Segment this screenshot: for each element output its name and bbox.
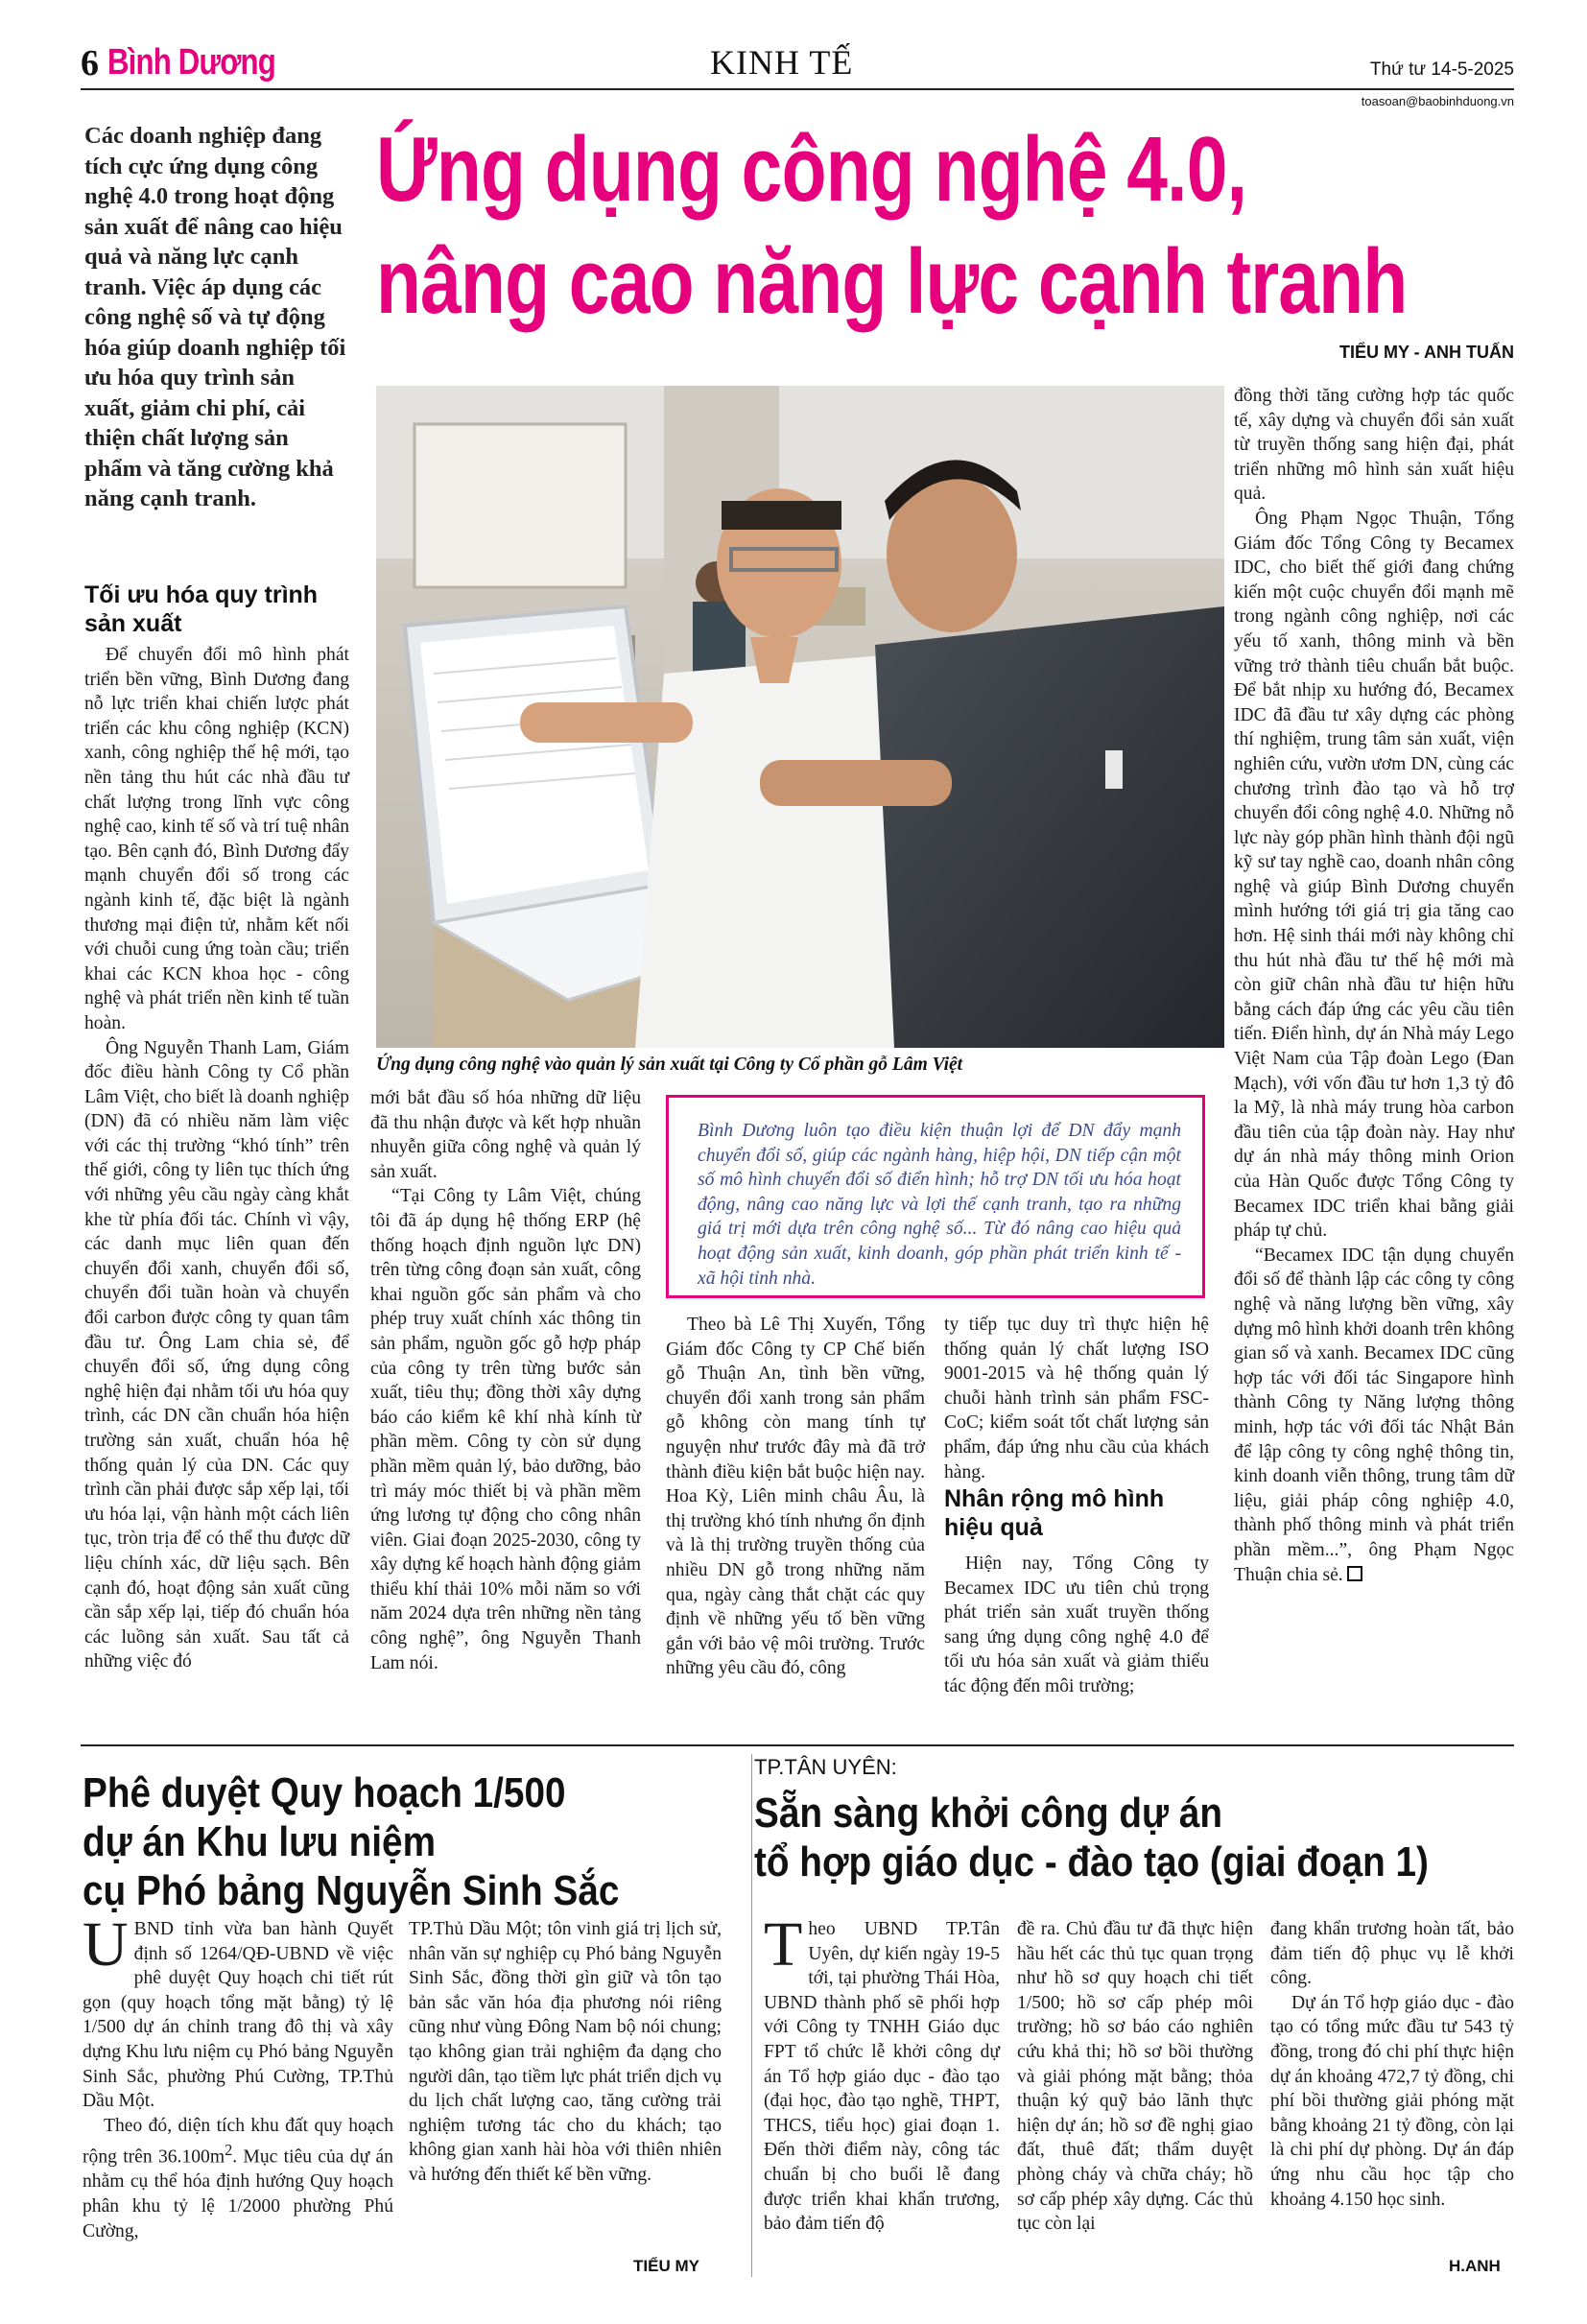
paragraph-text: . Mục tiêu của dự án nhằm cụ thể hóa định hướng Quy hoạch phân khu tỷ lệ 1/2000 phường Phú Cường,	[83, 2146, 393, 2241]
paragraph	[83, 2114, 393, 2244]
story-right-kicker: TP.TÂN UYÊN:	[754, 1755, 897, 1779]
story-right-title	[754, 1789, 1429, 1886]
story-right-column-3	[1270, 1917, 1514, 2212]
article-title-line-2: nâng cao năng lực cạnh tranh	[376, 230, 1408, 333]
paragraph: Ông Phạm Ngọc Thuận, Tổng Giám đốc Tổng Công ty Becamex IDC, cho biết thế giới đang chứng kiến một cuộc chuyển đổi mạnh mẽ trong ngành công nghiệp, nơi các yếu tố xanh, thông minh và bền vững trở thành tiêu chuẩn bắt buộc. Để bắt nhịp xu hướng đó, Becamex IDC đã đầu tư xây dựng các phòng thí nghiệm, trung tâm sản xuất, viện nghiên cứu, vườn ươm DN, cùng các chương trình đào tạo và hỗ trợ chuyển đổi công nghệ 4.0. Những nỗ lực này góp phần hình thành đội ngũ kỹ sư tay nghề cao, doanh nhân công nghệ và giúp Bình Dương chuyển mình hướng tới giá trị gia tăng cao hơn. Hệ sinh thái mới này không chỉ thu hút nhà đầu tư thế hệ mới mà còn giữ chân nhà đầu tư hiện hữu bằng cách đáp ứng các yêu cầu tiên tiến. Điển hình, dự án Nhà máy Lego Việt Nam của Tập đoàn Lego (Đan Mạch), với vốn đầu tư hơn 1,3 tỷ đô la Mỹ, là nhà máy trung hòa carbon đầu tiên của tập đoàn này. Hay như dự án nhà máy thông minh Orion của Hàn Quốc được Tổng Công ty Becamex IDC triển khai bằng giải pháp tự chủ.	[1234, 508, 1514, 1242]
paragraph: Theo bà Lê Thị Xuyến, Tổng Giám đốc Công ty CP Chế biến gỗ Thuận An, tình bền vững, chuyển đổi xanh trong sản phẩm gỗ không còn mang tính tự nguyện như trước đây mà đã trở thành điều kiện bắt buộc hiện nay. Hoa Kỳ, Liên minh châu Âu, là thị trường khó tính nhưng ổn định và là thị trường truyền thống của nhiều DN gỗ trong những năm qua, ngày càng thắt chặt các quy định về những yếu tố bền vững gắn với bảo vệ môi trường. Trước những yêu cầu đó, công	[666, 1315, 925, 1679]
paragraph: đồng thời tăng cường hợp tác quốc tế, xây dựng và chuyển đổi sản xuất từ truyền thống sang hiện đại, phát triển những mô hình sản xuất hiệu quả.	[1234, 386, 1514, 505]
article-title	[376, 113, 1408, 338]
paragraph-text: “Becamex IDC tận dụng chuyển đổi số để thành lập các công ty công nghệ và năng lượng bền vững, xây dựng mô hình khởi doanh trên không gian số và xanh. Becamex IDC cũng hợp tác với đối tác Singapore hình thành Công ty Năng lượng thông minh, hợp tác với đối tác Nhật Bản để lập công ty công nghệ thông tin, kinh doanh viễn thông, trung tâm dữ liệu, giải pháp công nghiệp 4.0, thành phố thông minh và phát triển phần mềm...”, ông Phạm Ngọc Thuận chia sẻ.	[1234, 1245, 1515, 1585]
title-line: cụ Phó bảng Nguyễn Sinh Sắc	[83, 1867, 620, 1914]
paragraph: mới bắt đầu số hóa những dữ liệu đã thu nhận được và kết hợp nhuần nhuyễn giữa công nghệ và quản lý sản xuất.	[370, 1088, 641, 1182]
newspaper-logo[interactable]: Bình Dương	[107, 42, 275, 83]
end-mark-icon	[1347, 1566, 1362, 1581]
title-line: dự án Khu lưu niệm	[83, 1818, 436, 1865]
column-divider	[751, 1754, 752, 2277]
article-byline: TIỂU MY - ANH TUẤN	[1339, 343, 1514, 362]
header-divider	[81, 88, 1514, 90]
photo-illustration	[376, 386, 1224, 1048]
article-photo	[376, 386, 1224, 1048]
paragraph: Dự án Tổ hợp giáo dục - đào tạo có tổng mức đầu tư 543 tỷ đồng, trong đó chi phí thực hiện dự án khoảng 472,7 tỷ đồng, chi phí bồi thường giải phóng mặt bằng khoảng 21 tỷ đồng, còn lại là chi phí dự phòng. Dự án đáp ứng nhu cầu học tập cho khoảng 4.150 học sinh.	[1270, 1992, 1514, 2210]
contact-email[interactable]: toasoan@baobinhduong.vn	[1361, 94, 1514, 108]
paragraph	[764, 1909, 1000, 2237]
paragraph: Hiện nay, Tổng Công ty Becamex IDC ưu tiên chủ trọng phát triển sản xuất truyền thống sang ứng dụng công nghệ 4.0 để tối ưu hóa sản xuất và giảm thiểu tác động đến môi trường;	[944, 1553, 1209, 1696]
paragraph: Ông Nguyễn Thanh Lam, Giám đốc điều hành Công ty Cổ phần Lâm Việt, cho biết là doanh nghiệp (DN) đã có nhiều năm làm việc với các thị trường “khó tính” trên thế giới, công ty liên tục thích ứng với những yêu cầu ngày càng khắt khe từ phía đối tác. Chính vì vậy, các danh mục liên quan đến chuyển đổi xanh, chuyển đổi số, chuyển đổi tuần hoàn và chuyển đổi carbon được công ty quan tâm đầu tư. Ông Lam chia sẻ, để chuyển đổi số, ứng dụng công nghệ hiện đại nhằm tối ưu hóa quy trình, các DN cần chuẩn hóa hiện trường sản xuất, chuẩn hóa hệ thống quản lý của DN. Các quy trình cần phải được sắp xếp lại, tối ưu hóa lại, vận hành một cách liên tục, tròn trịa để có thể thu được dữ liệu chính xác, dữ liệu sạch. Bên cạnh đó, hoạt động sản xuất cũng cần sắp xếp lại, tiếp đó chuẩn hóa các luồng sản xuất. Sau tất cả những việc đó	[84, 1037, 349, 1672]
article-lead: Các doanh nghiệp đang tích cực ứng dụng công nghệ 4.0 trong hoạt động sản xuất để nâng cao hiệu quả và năng lực cạnh tranh. Việc áp dụng các công nghệ số và tự động hóa giúp doanh nghiệp tối ưu hóa quy trình sản xuất, giảm chi phí, cải thiện chất lượng sản phẩm và tăng cường khả năng cạnh tranh.	[84, 123, 346, 511]
drop-cap: T	[764, 1909, 803, 1980]
article-column-4	[944, 1313, 1209, 1484]
paragraph: ty tiếp tục duy trì thực hiện hệ thống quản lý chất lượng ISO 9001-2015 và hệ thống quản lý chuỗi hành trình sản phẩm FSC-CoC; kiểm soát tốt chất lượng sản phẩm, đáp ứng nhu cầu của khách hàng.	[944, 1315, 1209, 1482]
section-divider	[81, 1744, 1514, 1746]
paragraph: “Tại Công ty Lâm Việt, chúng tôi đã áp dụng hệ thống ERP (hệ thống hoạch định nguồn lực DN) trên từng công đoạn sản xuất, công khai nguồn gốc sản phẩm và cho phép truy xuất chính xác thông tin sản phẩm, nguồn gốc gỗ hợp pháp của công ty trên từng bước sản xuất, tiêu thụ; đồng thời xây dựng báo cáo kiểm kê khí nhà kính từ phần mềm. Công ty còn sử dụng phần mềm quản lý, bảo dưỡng, bảo trì máy móc thiết bị và phần mềm ứng lương tự động cho công nhân viên. Giai đoạn 2025-2030, công ty xây dựng kế hoạch hành động giảm thiểu khí thải 10% mỗi năm so với năm 2024 dựa trên những nền tảng công nghệ”, ông Nguyễn Thanh Lam nói.	[370, 1186, 641, 1673]
article-column-3	[666, 1313, 925, 1681]
paragraph-text: Theo đó, diện tích khu đất quy hoạch rộng trên 36.100m	[83, 2115, 393, 2168]
article-column-5	[1234, 384, 1514, 1587]
title-line: Sẵn sàng khởi công dự án	[754, 1790, 1223, 1837]
subhead-nhan-rong: Nhân rộng mô hình hiệu quả	[944, 1485, 1165, 1541]
page-number: 6	[81, 43, 99, 83]
paragraph: đề ra. Chủ đầu tư đã thực hiện hầu hết các thủ tục quan trọng như hồ sơ quy hoạch chi tiết 1/500; hồ sơ cấp phép môi trường; hồ sơ báo cáo nghiên cứu khả thi; hồ sơ bồi thường và giải phóng mặt bằng; thỏa thuận ký quỹ bảo lãnh thực hiện dự án; hồ sơ đề nghị giao đất, thuê đất; thẩm duyệt phòng cháy và chữa cháy; hồ sơ cấp phép xây dựng. Các thủ tục còn lại	[1017, 1919, 1253, 2235]
issue-date: Thứ tư 14-5-2025	[1369, 59, 1514, 80]
story-left-column-2	[409, 1917, 722, 2188]
paragraph-text: BND tỉnh vừa ban hành Quyết định số 1264/QĐ-UBND về việc phê duyệt Quy hoạch chi tiết rút gọn (quy hoạch tổng mặt bằng) tỷ lệ 1/500 dự án chỉnh trang đô thị và xây dựng Khu lưu niệm cụ Phó bảng Nguyễn Sinh Sắc, phường Phú Cường, TP.Thủ Dầu Một.	[83, 1919, 393, 2112]
paragraph	[1234, 1244, 1514, 1587]
pull-quote-box: Bình Dương luôn tạo điều kiện thuận lợi để DN đẩy mạnh chuyển đổi số, giúp các ngành hàng, hiệp hội, DN tiếp cận một số mô hình chuyển đổi số điển hình; hỗ trợ DN tối ưu hóa hoạt động, nâng cao năng lực và lợi thế cạnh tranh, tạo ra những giá trị mới dựa trên công nghệ số... Từ đó nâng cao hiệu quả hoạt động sản xuất, kinh doanh, góp phần phát triển kinh tế - xã hội tỉnh nhà.	[666, 1095, 1205, 1298]
story-right-column-1	[764, 1909, 1000, 2237]
section-title: KINH TẾ	[710, 43, 854, 82]
title-line: Phê duyệt Quy hoạch 1/500	[83, 1769, 566, 1816]
story-left-column-1	[83, 1909, 393, 2243]
subhead-toi-uu-hoa: Tối ưu hóa quy trình sản xuất	[84, 581, 319, 637]
story-right-signature: H.ANH	[1449, 2257, 1501, 2275]
photo-caption: Ứng dụng công nghệ vào quản lý sản xuất tại Công ty Cổ phần gỗ Lâm Việt	[376, 1055, 963, 1075]
paragraph: TP.Thủ Dầu Một; tôn vinh giá trị lịch sử, nhân văn sự nghiệp cụ Phó bảng Nguyễn Sinh Sắc, đồng thời gìn giữ và tôn tạo bản sắc văn hóa địa phương nói riêng cũng như vùng Đông Nam bộ nói chung; tạo không gian trải nghiệm đa dạng cho người dân, tạo tiềm lực phát triển dịch vụ du lịch chất lượng cao, tăng cường trải nghiệm tương tác cho du khách; tạo không gian xanh hài hòa với thiên nhiên và hướng đến thiết kế bền vững.	[409, 1919, 722, 2185]
article-column-1	[84, 643, 349, 1674]
paragraph: Để chuyển đổi mô hình phát triển bền vững, Bình Dương đang nỗ lực triển khai chiến lược phát triển các khu công nghiệp (KCN) xanh, công nghiệp thế hệ mới, tạo nền tảng thu hút các nhà đầu tư chất lượng trong lĩnh vực công nghệ cao, kinh tế số và trí tuệ nhân tạo. Bên cạnh đó, Bình Dương đẩy mạnh chuyển đổi số trong các ngành kinh tế, đặc biệt là ngành thương mại điện tử, nhằm kết nối với chuỗi cung ứng toàn cầu; triển khai các KCN khoa học - công nghệ và phát triển nền kinh tế tuần hoàn.	[84, 645, 349, 1033]
drop-cap: U	[83, 1909, 129, 1980]
article-column-4b	[944, 1552, 1209, 1699]
article-column-2	[370, 1086, 641, 1675]
paragraph-text: heo UBND TP.Tân Uyên, dự kiến ngày 19-5 tới, tại phường Thái Hòa, UBND thành phố sẽ phối hợp với Công ty TNHH Giáo dục FPT tổ chức lễ khởi công dự án Tổ hợp giáo dục - đào tạo (đại học, đào tạo nghề, THPT, THCS, tiểu học) giai đoạn 1. Đến thời điểm này, công tác chuẩn bị cho buổi lễ đang được triển khai khẩn trương, bảo đảm tiến độ	[764, 1919, 1000, 2235]
title-line: tổ hợp giáo dục - đào tạo (giai đoạn 1)	[754, 1838, 1429, 1885]
story-right-column-2	[1017, 1917, 1253, 2237]
paragraph	[83, 1909, 393, 2114]
superscript: 2	[225, 2141, 233, 2160]
story-left-title	[83, 1768, 619, 1915]
article-title-line-1: Ứng dụng công nghệ 4.0,	[376, 118, 1247, 221]
paragraph: đang khẩn trương hoàn tất, bảo đảm tiến độ phục vụ lễ khởi công.	[1270, 1919, 1514, 1989]
story-left-signature: TIỂU MY	[633, 2257, 699, 2275]
